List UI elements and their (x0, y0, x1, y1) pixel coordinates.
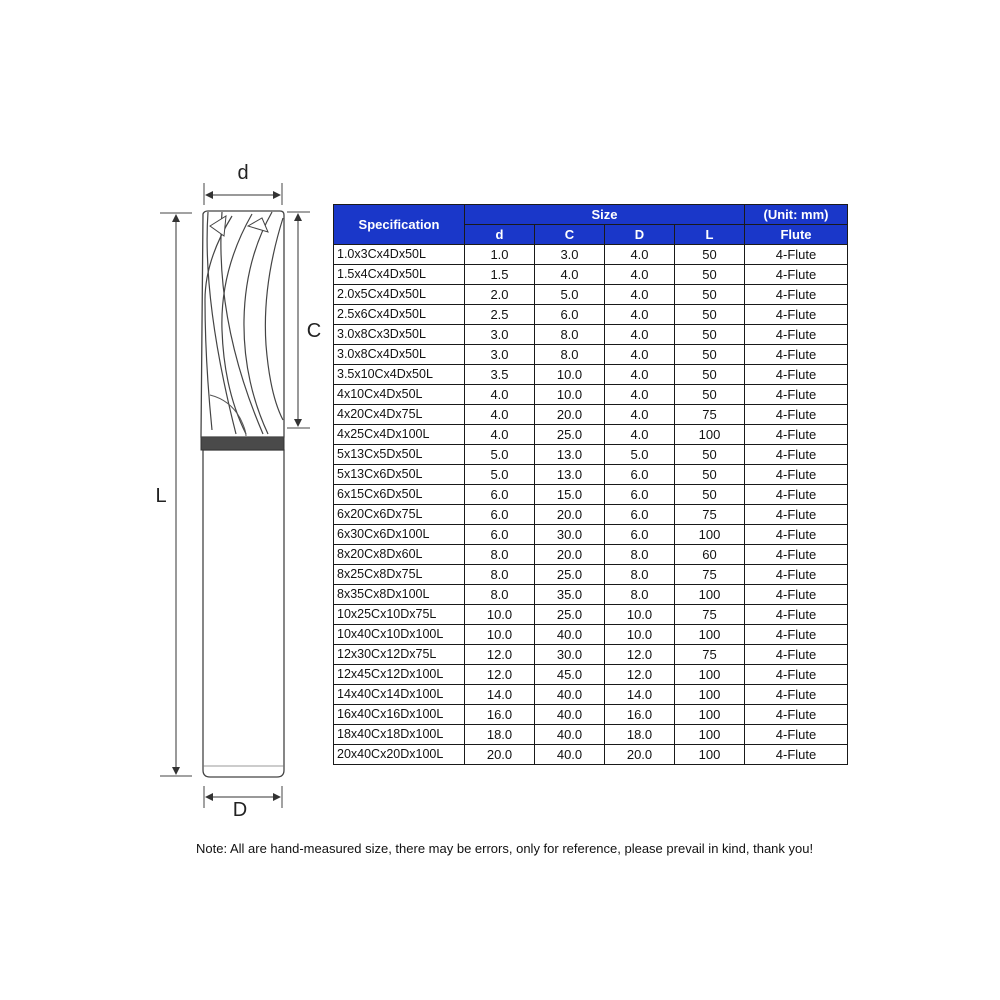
table-row (334, 385, 848, 405)
cell-c: 13.0 (535, 445, 605, 465)
cell-c: 10.0 (535, 365, 605, 385)
cell-dd: 4.0 (605, 405, 675, 425)
cell-dd: 14.0 (605, 685, 675, 705)
cell-c: 30.0 (535, 645, 605, 665)
cell-dd: 6.0 (605, 525, 675, 545)
cell-d: 12.0 (465, 645, 535, 665)
cell-flute: 4-Flute (745, 505, 848, 525)
cell-specification: 16x40Cx16Dx100L (334, 705, 465, 725)
cell-d: 5.0 (465, 465, 535, 485)
cell-d: 12.0 (465, 665, 535, 685)
table-row (334, 485, 848, 505)
table-row (334, 285, 848, 305)
cell-specification: 10x40Cx10Dx100L (334, 625, 465, 645)
cell-specification: 3.5x10Cx4Dx50L (334, 365, 465, 385)
cell-flute: 4-Flute (745, 585, 848, 605)
cell-c: 6.0 (535, 305, 605, 325)
cell-flute: 4-Flute (745, 685, 848, 705)
cell-c: 40.0 (535, 745, 605, 765)
cell-l: 75 (675, 645, 745, 665)
cell-flute: 4-Flute (745, 285, 848, 305)
cell-c: 5.0 (535, 285, 605, 305)
cell-l: 100 (675, 725, 745, 745)
cell-d: 1.0 (465, 245, 535, 265)
cell-flute: 4-Flute (745, 405, 848, 425)
cell-flute: 4-Flute (745, 445, 848, 465)
table-row (334, 365, 848, 385)
cell-d: 2.5 (465, 305, 535, 325)
cell-dd: 16.0 (605, 705, 675, 725)
cell-flute: 4-Flute (745, 625, 848, 645)
header-d: d (465, 225, 535, 245)
cell-d: 4.0 (465, 405, 535, 425)
table-row (334, 345, 848, 365)
table-row (334, 325, 848, 345)
cell-c: 15.0 (535, 485, 605, 505)
cell-dd: 10.0 (605, 605, 675, 625)
cell-dd: 6.0 (605, 465, 675, 485)
cell-flute: 4-Flute (745, 265, 848, 285)
cell-d: 2.0 (465, 285, 535, 305)
table-row (334, 705, 848, 725)
table-row (334, 725, 848, 745)
table-row (334, 645, 848, 665)
cell-l: 50 (675, 445, 745, 465)
cell-c: 35.0 (535, 585, 605, 605)
cell-dd: 4.0 (605, 265, 675, 285)
cell-flute: 4-Flute (745, 365, 848, 385)
cell-l: 50 (675, 345, 745, 365)
cell-l: 100 (675, 705, 745, 725)
cell-specification: 4x20Cx4Dx75L (334, 405, 465, 425)
dimension-dd (204, 786, 282, 821)
cell-dd: 10.0 (605, 625, 675, 645)
end-mill-tool (201, 211, 284, 777)
cell-dd: 4.0 (605, 425, 675, 445)
cell-d: 3.0 (465, 325, 535, 345)
spec-table (333, 204, 848, 765)
cell-l: 100 (675, 525, 745, 545)
cell-l: 75 (675, 505, 745, 525)
header-size: Size (465, 205, 745, 225)
cell-c: 45.0 (535, 665, 605, 685)
cell-c: 40.0 (535, 625, 605, 645)
cell-l: 50 (675, 325, 745, 345)
cell-dd: 4.0 (605, 305, 675, 325)
dimension-c-label: C (306, 320, 322, 342)
cell-c: 8.0 (535, 345, 605, 365)
cell-specification: 1.5x4Cx4Dx50L (334, 265, 465, 285)
cell-l: 50 (675, 265, 745, 285)
cell-l: 100 (675, 745, 745, 765)
table-row (334, 525, 848, 545)
dimension-l-label: L (155, 485, 167, 507)
cell-c: 8.0 (535, 325, 605, 345)
cell-d: 16.0 (465, 705, 535, 725)
dimension-d (204, 162, 282, 205)
cell-d: 20.0 (465, 745, 535, 765)
cell-d: 1.5 (465, 265, 535, 285)
dimension-d-label: d (237, 162, 249, 184)
cell-specification: 8x25Cx8Dx75L (334, 565, 465, 585)
cell-flute: 4-Flute (745, 705, 848, 725)
cell-d: 4.0 (465, 425, 535, 445)
table-row (334, 545, 848, 565)
cell-c: 40.0 (535, 725, 605, 745)
cell-l: 50 (675, 465, 745, 485)
cell-dd: 8.0 (605, 545, 675, 565)
cell-flute: 4-Flute (745, 345, 848, 365)
header-flute: Flute (745, 225, 848, 245)
cell-d: 6.0 (465, 505, 535, 525)
cell-dd: 4.0 (605, 365, 675, 385)
cell-l: 75 (675, 405, 745, 425)
cell-flute: 4-Flute (745, 565, 848, 585)
cell-specification: 4x10Cx4Dx50L (334, 385, 465, 405)
dimension-dd-label: D (232, 799, 248, 821)
cell-dd: 8.0 (605, 565, 675, 585)
cell-specification: 12x45Cx12Dx100L (334, 665, 465, 685)
cell-dd: 4.0 (605, 285, 675, 305)
cell-specification: 2.5x6Cx4Dx50L (334, 305, 465, 325)
cell-l: 75 (675, 565, 745, 585)
cell-l: 50 (675, 485, 745, 505)
cell-d: 3.5 (465, 365, 535, 385)
spec-table-body (334, 245, 848, 765)
cell-flute: 4-Flute (745, 545, 848, 565)
cell-dd: 6.0 (605, 485, 675, 505)
cell-dd: 12.0 (605, 665, 675, 685)
cell-specification: 4x25Cx4Dx100L (334, 425, 465, 445)
cell-dd: 4.0 (605, 345, 675, 365)
cell-l: 50 (675, 245, 745, 265)
cell-l: 50 (675, 365, 745, 385)
cell-flute: 4-Flute (745, 305, 848, 325)
cell-c: 25.0 (535, 425, 605, 445)
cell-flute: 4-Flute (745, 465, 848, 485)
end-mill-diagram (0, 0, 330, 830)
cell-flute: 4-Flute (745, 425, 848, 445)
cell-c: 3.0 (535, 245, 605, 265)
cell-specification: 3.0x8Cx3Dx50L (334, 325, 465, 345)
cell-c: 30.0 (535, 525, 605, 545)
cell-dd: 8.0 (605, 585, 675, 605)
cell-l: 100 (675, 665, 745, 685)
cell-flute: 4-Flute (745, 245, 848, 265)
cell-d: 8.0 (465, 545, 535, 565)
header-row-1 (334, 205, 848, 225)
cell-specification: 5x13Cx6Dx50L (334, 465, 465, 485)
cell-specification: 12x30Cx12Dx75L (334, 645, 465, 665)
cell-l: 50 (675, 305, 745, 325)
cell-specification: 20x40Cx20Dx100L (334, 745, 465, 765)
cell-specification: 2.0x5Cx4Dx50L (334, 285, 465, 305)
cell-flute: 4-Flute (745, 525, 848, 545)
cell-specification: 6x30Cx6Dx100L (334, 525, 465, 545)
cell-l: 100 (675, 425, 745, 445)
cell-dd: 4.0 (605, 245, 675, 265)
cell-specification: 3.0x8Cx4Dx50L (334, 345, 465, 365)
cell-c: 10.0 (535, 385, 605, 405)
cell-d: 10.0 (465, 625, 535, 645)
cell-dd: 5.0 (605, 445, 675, 465)
cell-d: 10.0 (465, 605, 535, 625)
cell-flute: 4-Flute (745, 745, 848, 765)
cell-specification: 5x13Cx5Dx50L (334, 445, 465, 465)
cell-flute: 4-Flute (745, 605, 848, 625)
table-row (334, 445, 848, 465)
table-row (334, 465, 848, 485)
cell-d: 14.0 (465, 685, 535, 705)
cell-flute: 4-Flute (745, 485, 848, 505)
cell-specification: 10x25Cx10Dx75L (334, 605, 465, 625)
header-dd: D (605, 225, 675, 245)
cell-l: 100 (675, 585, 745, 605)
header-unit: (Unit: mm) (745, 205, 848, 225)
dimension-l (155, 213, 192, 776)
cell-flute: 4-Flute (745, 385, 848, 405)
cell-dd: 4.0 (605, 385, 675, 405)
cell-d: 8.0 (465, 585, 535, 605)
cell-specification: 14x40Cx14Dx100L (334, 685, 465, 705)
cell-c: 20.0 (535, 545, 605, 565)
table-row (334, 585, 848, 605)
cell-flute: 4-Flute (745, 665, 848, 685)
cell-c: 4.0 (535, 265, 605, 285)
cell-specification: 8x35Cx8Dx100L (334, 585, 465, 605)
cell-d: 6.0 (465, 485, 535, 505)
table-row (334, 565, 848, 585)
table-row (334, 505, 848, 525)
cell-l: 100 (675, 685, 745, 705)
cell-dd: 18.0 (605, 725, 675, 745)
table-row (334, 625, 848, 645)
cell-flute: 4-Flute (745, 725, 848, 745)
table-row (334, 685, 848, 705)
cell-l: 75 (675, 605, 745, 625)
cell-dd: 6.0 (605, 505, 675, 525)
cell-c: 13.0 (535, 465, 605, 485)
table-row (334, 665, 848, 685)
cell-d: 4.0 (465, 385, 535, 405)
table-row (334, 305, 848, 325)
cell-flute: 4-Flute (745, 325, 848, 345)
header-c: C (535, 225, 605, 245)
cell-c: 40.0 (535, 685, 605, 705)
table-row (334, 425, 848, 445)
cell-c: 40.0 (535, 705, 605, 725)
cell-c: 20.0 (535, 405, 605, 425)
cell-specification: 1.0x3Cx4Dx50L (334, 245, 465, 265)
cell-d: 8.0 (465, 565, 535, 585)
table-row (334, 245, 848, 265)
cell-d: 18.0 (465, 725, 535, 745)
table-row (334, 405, 848, 425)
cell-specification: 6x20Cx6Dx75L (334, 505, 465, 525)
cell-l: 60 (675, 545, 745, 565)
dimension-c (287, 212, 321, 428)
table-row (334, 265, 848, 285)
header-l: L (675, 225, 745, 245)
cell-flute: 4-Flute (745, 645, 848, 665)
cell-d: 3.0 (465, 345, 535, 365)
cell-specification: 8x20Cx8Dx60L (334, 545, 465, 565)
header-specification: Specification (334, 205, 465, 245)
cell-dd: 12.0 (605, 645, 675, 665)
cell-specification: 18x40Cx18Dx100L (334, 725, 465, 745)
table-row (334, 745, 848, 765)
cell-c: 20.0 (535, 505, 605, 525)
cell-l: 50 (675, 385, 745, 405)
table-row (334, 605, 848, 625)
cell-c: 25.0 (535, 565, 605, 585)
cell-d: 5.0 (465, 445, 535, 465)
cell-l: 100 (675, 625, 745, 645)
cell-dd: 4.0 (605, 325, 675, 345)
cell-dd: 20.0 (605, 745, 675, 765)
cell-l: 50 (675, 285, 745, 305)
cell-specification: 6x15Cx6Dx50L (334, 485, 465, 505)
cell-c: 25.0 (535, 605, 605, 625)
cell-d: 6.0 (465, 525, 535, 545)
footnote: Note: All are hand-measured size, there may be errors, only for reference, please prevail in kind, thank you! (196, 841, 814, 856)
